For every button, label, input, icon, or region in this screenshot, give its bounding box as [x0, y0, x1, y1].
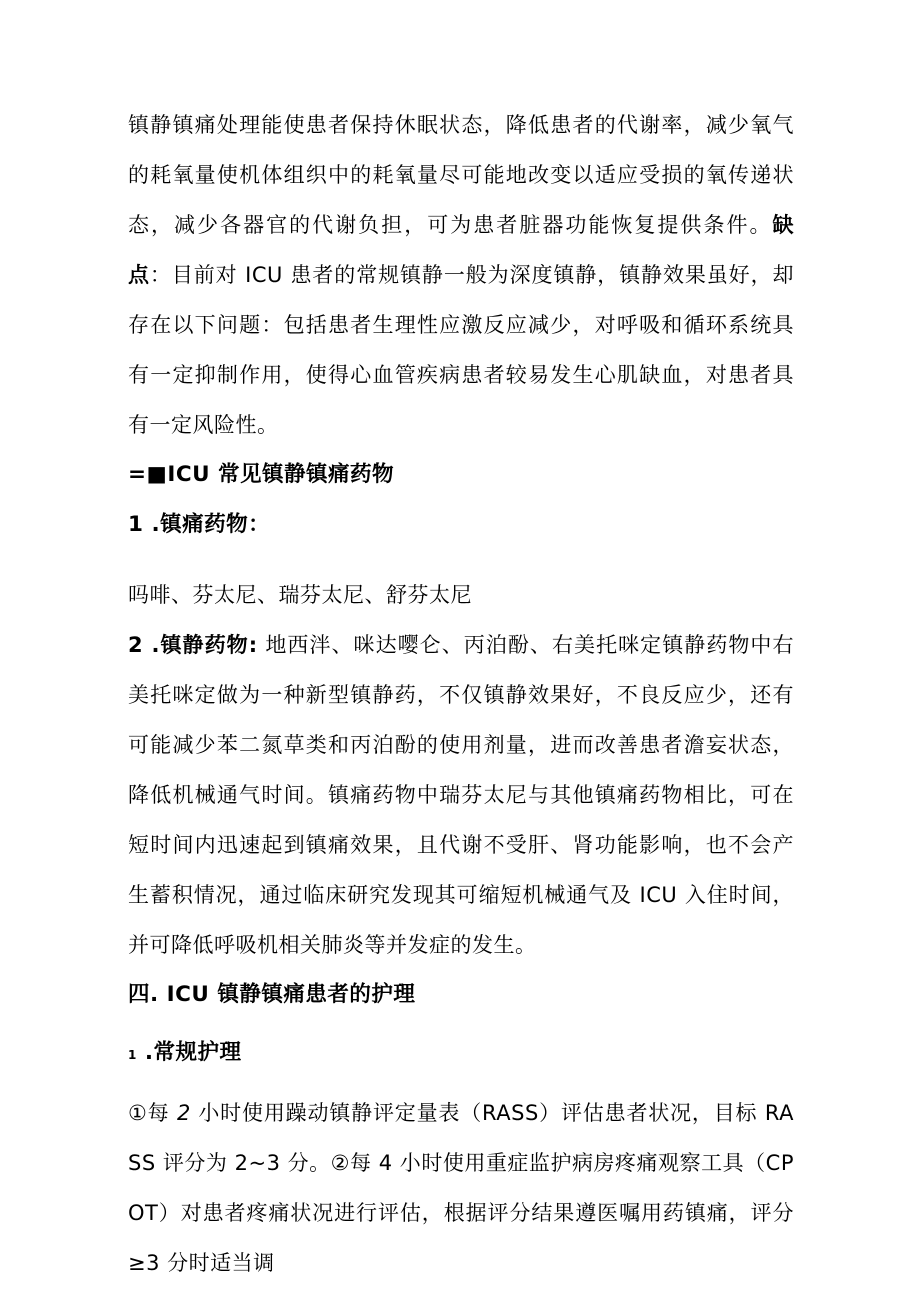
heading-nursing-care: 四. ICU 镇静镇痛患者的护理	[128, 982, 416, 1007]
paragraph-analgesic-list	[128, 570, 794, 620]
italic-number: 2	[176, 1101, 191, 1125]
bold-term-sedatives: 2 .镇静药物:	[128, 633, 258, 657]
bold-term-drawback: 缺点	[128, 213, 794, 287]
paragraph-routine-care-detail	[128, 1088, 794, 1288]
body-text: ①每	[128, 1101, 177, 1125]
heading-routine-care	[128, 1028, 794, 1080]
body-text: 吗啡、芬太尼、瑞芬太尼、舒芬太尼	[128, 583, 472, 607]
heading-common-drugs: =■ICU 常见镇静镇痛药物	[128, 462, 395, 487]
body-text: 地西泮、咪达嘤仑、丙泊酚、右美托咪定镇静药物中右美托咪定做为一种新型镇静药，不仅镇静效果好，不良反应少，还有可能减少苯二氮草类和丙泊酚的使用剂量，进而改善患者澹妄状态，降低机械通气时间。镇痛药物中瑞芬太尼与其他镇痛药物相比，可在短时间内迅速起到镇痛效果，且代谢不受肝、肾功能影响，也不会产生蓄积情况，通过临床研究发现其可缩短机械通气及 ICU 入住时间，并可降低呼吸机相关肺炎等并发症的发生。	[128, 633, 794, 957]
paragraph-sedation-benefits	[128, 100, 794, 450]
paragraph-sedative-drugs	[128, 620, 794, 970]
heading-analgesic-drugs: 1 .镇痛药物：	[128, 512, 271, 537]
body-text: ：目前对 ICU 患者的常规镇静一般为深度镇静，镇静效果虽好，却存在以下问题：包括患者生理性应激反应减少，对呼吸和循环系统具有一定抑制作用，使得心血管疾病患者较易发生心肌缺血，对患者具有一定风险性。	[128, 263, 795, 437]
body-text: 小时使用躁动镇静评定量表（RASS）评估患者状况，目标 RASS 评分为 2~3 分。②每 4 小时使用重症监护病房疼痛观察工具（CPOT）对患者疼痛状况进行评估，根据评分结果遵医嘱用药镇痛，评分≥3 分时适当调	[128, 1101, 794, 1275]
heading-label: .常规护理	[136, 1040, 242, 1065]
body-text: 镇静镇痛处理能使患者保持休眠状态，降低患者的代谢率，减少氧气的耗氧量使机体组织中的耗氧量尽可能地改变以适应受损的氧传递状态，减少各器官的代谢负担，可为患者脏器功能恢复提供条件。	[128, 113, 794, 237]
heading-number: 1	[128, 1048, 137, 1062]
